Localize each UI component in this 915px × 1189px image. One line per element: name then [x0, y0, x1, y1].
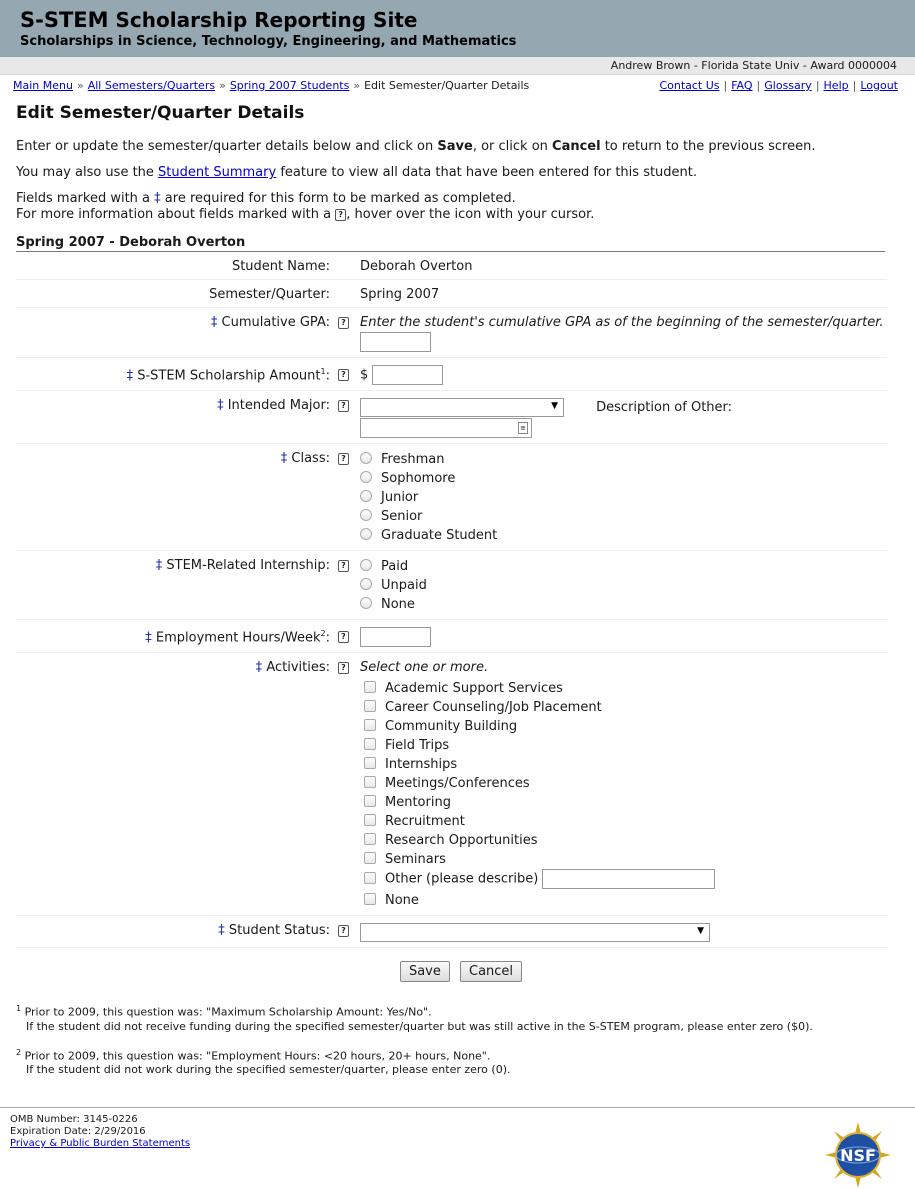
- breadcrumb-separator: »: [76, 79, 84, 92]
- site-header: [0, 0, 915, 57]
- class-option-label: Senior: [381, 509, 423, 524]
- activity-option[interactable]: [360, 679, 887, 698]
- activity-option[interactable]: [360, 717, 887, 736]
- link-separator: |: [723, 79, 728, 92]
- activity-checkbox[interactable]: [364, 852, 376, 864]
- activity-checkbox[interactable]: [364, 893, 376, 905]
- form-row-status: [16, 916, 887, 948]
- intro-save-word: Save: [437, 139, 473, 154]
- class-radio[interactable]: [360, 490, 372, 502]
- chevron-down-icon: ▼: [697, 926, 704, 936]
- currency-symbol: $: [360, 367, 369, 383]
- activity-option[interactable]: [360, 793, 887, 812]
- internship-option[interactable]: [360, 595, 887, 614]
- help-icon[interactable]: ?: [338, 369, 349, 381]
- intro-text: to return to the previous screen.: [600, 139, 816, 154]
- label-colon: :: [325, 630, 330, 646]
- activity-label: Seminars: [385, 852, 446, 867]
- faq-link[interactable]: FAQ: [731, 79, 753, 92]
- privacy-link[interactable]: Privacy & Public Burden Statements: [10, 1138, 191, 1149]
- internship-option[interactable]: [360, 557, 887, 576]
- required-marker-icon: ‡: [210, 315, 218, 330]
- employment-hours-input[interactable]: [360, 627, 431, 647]
- intro-text: are required for this form to be marked as completed.: [160, 191, 516, 206]
- required-marker-icon: ‡: [280, 451, 288, 466]
- navbar: [0, 75, 915, 95]
- main-content: [0, 103, 915, 1077]
- form-row-semester: [16, 280, 887, 308]
- intro-text-2: [16, 165, 900, 181]
- class-radio[interactable]: [360, 528, 372, 540]
- class-option[interactable]: [360, 450, 887, 469]
- internship-option[interactable]: [360, 576, 887, 595]
- form-row-employment: [16, 620, 887, 653]
- intro-text: You may also use the: [16, 165, 159, 180]
- help-icon[interactable]: ?: [338, 560, 349, 572]
- activity-label: Academic Support Services: [385, 681, 563, 696]
- internship-option-label: Unpaid: [381, 578, 427, 593]
- form-row-activities: [16, 653, 887, 916]
- activity-option[interactable]: [360, 850, 887, 869]
- activity-label: Meetings/Conferences: [385, 776, 530, 791]
- intro-text-1: [16, 139, 900, 155]
- student-status-select[interactable]: [360, 923, 710, 942]
- nsf-logo-icon: [825, 1122, 891, 1188]
- activity-checkbox[interactable]: [364, 719, 376, 731]
- link-separator: |: [852, 79, 857, 92]
- omb-number: OMB Number: 3145-0226: [10, 1114, 138, 1125]
- button-row: [16, 961, 900, 982]
- footnote-text: Prior to 2009, this question was: "Maximum Scholarship Amount: Yes/No".: [24, 1005, 432, 1019]
- breadcrumb-all-semesters[interactable]: All Semesters/Quarters: [87, 79, 216, 92]
- expiration-date: Expiration Date: 2/29/2016: [10, 1126, 146, 1137]
- site-title-prefix: S-STEM: [20, 8, 109, 32]
- class-option[interactable]: [360, 507, 887, 526]
- top-links: [659, 79, 898, 92]
- gpa-input[interactable]: [360, 332, 431, 352]
- major-label: Intended Major:: [227, 398, 330, 413]
- footnote-mark: 1: [16, 1004, 22, 1013]
- breadcrumb-separator: »: [353, 79, 361, 92]
- activity-option[interactable]: [360, 869, 887, 891]
- user-info-bar: Andrew Brown - Florida State Univ - Award 0000004: [0, 57, 915, 75]
- scholarship-label: S-STEM Scholarship Amount: [137, 368, 321, 384]
- intro-text: feature to view all data that have been entered for this student.: [276, 165, 698, 180]
- activity-option[interactable]: [360, 774, 887, 793]
- semester-label: Semester/Quarter:: [16, 280, 338, 308]
- form-row-student-name: [16, 252, 887, 280]
- activity-label: Recruitment: [385, 814, 465, 829]
- required-marker-icon: ‡: [154, 191, 161, 206]
- class-radio[interactable]: [360, 509, 372, 521]
- required-marker-icon: ‡: [217, 398, 224, 413]
- activity-label: Career Counseling/Job Placement: [385, 700, 602, 715]
- page-title: Edit Semester/Quarter Details: [16, 103, 305, 123]
- class-option-label: Junior: [381, 490, 419, 505]
- form-row-class: [16, 444, 887, 551]
- footnote-2: [16, 1046, 900, 1078]
- form-row-internship: [16, 551, 887, 620]
- activities-hint: Select one or more.: [360, 660, 489, 675]
- internship-radio[interactable]: [360, 578, 372, 590]
- intro-text: , or click on: [472, 139, 553, 154]
- intro-text-3: [16, 191, 900, 223]
- gpa-label: Cumulative GPA:: [221, 315, 330, 330]
- intro-cancel-word: Cancel: [552, 139, 601, 154]
- internship-radio[interactable]: [360, 559, 372, 571]
- activity-option[interactable]: [360, 831, 887, 850]
- site-title-rest: Scholarship Reporting Site: [108, 8, 418, 32]
- help-icon[interactable]: ?: [338, 662, 349, 674]
- resize-grip-icon[interactable]: ≡: [518, 422, 528, 434]
- help-icon[interactable]: ?: [338, 631, 349, 643]
- section-title: Spring 2007 - Deborah Overton: [16, 235, 885, 252]
- site-title: [20, 8, 895, 32]
- class-option-label: Graduate Student: [381, 528, 498, 543]
- breadcrumb-separator: »: [219, 79, 226, 92]
- student-name-label: Student Name:: [16, 252, 338, 280]
- activity-option[interactable]: [360, 698, 887, 717]
- footnotes: [16, 1002, 900, 1077]
- label-colon: :: [325, 368, 330, 384]
- details-form: [16, 252, 887, 948]
- link-separator: |: [815, 79, 820, 92]
- form-row-major: [16, 391, 887, 444]
- scholarship-amount-input[interactable]: [372, 365, 443, 385]
- activity-checkbox[interactable]: [364, 776, 376, 788]
- logout-link[interactable]: Logout: [860, 79, 898, 92]
- internship-option-label: None: [381, 597, 415, 612]
- activity-checkbox[interactable]: [364, 738, 376, 750]
- help-icon[interactable]: ?: [338, 453, 349, 465]
- footnote-ref-2: 2: [320, 629, 326, 638]
- required-marker-icon: ‡: [218, 923, 225, 938]
- intro-text: Fields marked with a: [16, 191, 155, 206]
- cancel-button[interactable]: Cancel: [460, 961, 522, 982]
- employment-label: Employment Hours/Week: [155, 630, 321, 646]
- required-marker-icon: ‡: [126, 368, 134, 384]
- gpa-hint: Enter the student's cumulative GPA as of the beginning of the semester/quarter.: [360, 315, 884, 330]
- activities-label: Activities:: [266, 660, 330, 675]
- nsf-logo-text: NSF: [840, 1146, 876, 1165]
- student-name-value: Deborah Overton: [352, 252, 887, 280]
- activity-checkbox[interactable]: [364, 833, 376, 845]
- activity-checkbox[interactable]: [364, 700, 376, 712]
- class-option[interactable]: [360, 526, 887, 545]
- student-summary-link[interactable]: Student Summary: [158, 165, 277, 180]
- activity-label: Internships: [385, 757, 458, 772]
- site-subtitle: Scholarships in Science, Technology, Engineering, and Mathematics: [20, 34, 517, 49]
- help-icon[interactable]: ?: [338, 400, 349, 412]
- chevron-down-icon: ▼: [551, 401, 558, 411]
- activity-label: Community Building: [385, 719, 518, 734]
- other-description-input[interactable]: [360, 418, 532, 438]
- other-activity-input[interactable]: [542, 869, 715, 889]
- status-label: Student Status:: [228, 923, 330, 938]
- activity-label: Mentoring: [385, 795, 451, 810]
- footnote-text: Prior to 2009, this question was: "Employment Hours: <20 hours, 20+ hours, None".: [24, 1049, 491, 1063]
- form-row-gpa: [16, 308, 887, 358]
- link-separator: |: [756, 79, 761, 92]
- activity-label: Field Trips: [385, 738, 450, 753]
- activity-option[interactable]: [360, 755, 887, 774]
- footnote-1: [16, 1002, 900, 1034]
- form-row-scholarship: [16, 358, 887, 391]
- glossary-link[interactable]: Glossary: [764, 79, 812, 92]
- required-marker-icon: ‡: [255, 660, 263, 675]
- help-icon[interactable]: ?: [338, 925, 349, 937]
- footnote-text: If the student did not receive funding during the specified semester/quarter but was still active in the S-STEM program, please enter zero ($0).: [26, 1019, 813, 1033]
- breadcrumb-main-menu[interactable]: Main Menu: [13, 79, 73, 92]
- class-radio[interactable]: [360, 471, 372, 483]
- page-footer: [0, 1107, 915, 1189]
- activity-checkbox[interactable]: [364, 872, 376, 884]
- internship-radio[interactable]: [360, 597, 372, 609]
- intended-major-select[interactable]: [360, 398, 564, 417]
- class-label: Class:: [291, 451, 330, 466]
- class-radio[interactable]: [360, 452, 372, 464]
- intro-text: Enter or update the semester/quarter details below and click on: [16, 139, 438, 154]
- activity-checkbox[interactable]: [364, 795, 376, 807]
- required-marker-icon: ‡: [155, 558, 163, 573]
- breadcrumb-students[interactable]: Spring 2007 Students: [229, 79, 350, 92]
- required-marker-icon: ‡: [145, 630, 152, 646]
- activity-checkbox[interactable]: [364, 757, 376, 769]
- footnote-mark: 2: [16, 1047, 22, 1057]
- contact-link[interactable]: Contact Us: [659, 79, 720, 92]
- footnote-ref-1: 1: [320, 367, 326, 376]
- activity-option[interactable]: [360, 736, 887, 755]
- help-icon: ?: [335, 209, 346, 221]
- activity-label: Other (please describe): [385, 871, 539, 887]
- intro-text: , hover over the icon with your cursor.: [346, 207, 595, 222]
- class-option[interactable]: [360, 469, 887, 488]
- activity-option[interactable]: [360, 891, 887, 910]
- help-icon[interactable]: ?: [338, 317, 349, 329]
- class-option[interactable]: [360, 488, 887, 507]
- class-option-label: Sophomore: [381, 471, 456, 486]
- intro-text: For more information about fields marked with a: [16, 207, 336, 222]
- other-description-label: Description of Other:: [596, 400, 733, 415]
- internship-label: STEM-Related Internship:: [166, 558, 330, 573]
- footnote-text: If the student did not work during the specified semester/quarter, please enter zero (0).: [26, 1063, 511, 1077]
- activity-label: None: [385, 893, 419, 908]
- internship-option-label: Paid: [381, 559, 409, 574]
- semester-value: Spring 2007: [352, 280, 887, 308]
- activity-option[interactable]: [360, 812, 887, 831]
- activity-checkbox[interactable]: [364, 814, 376, 826]
- activity-label: Research Opportunities: [385, 833, 538, 848]
- save-button[interactable]: Save: [400, 961, 450, 982]
- help-link[interactable]: Help: [823, 79, 849, 92]
- class-option-label: Freshman: [381, 452, 445, 467]
- breadcrumb-current: Edit Semester/Quarter Details: [364, 79, 530, 92]
- activity-checkbox[interactable]: [364, 681, 376, 693]
- breadcrumb: [13, 79, 529, 92]
